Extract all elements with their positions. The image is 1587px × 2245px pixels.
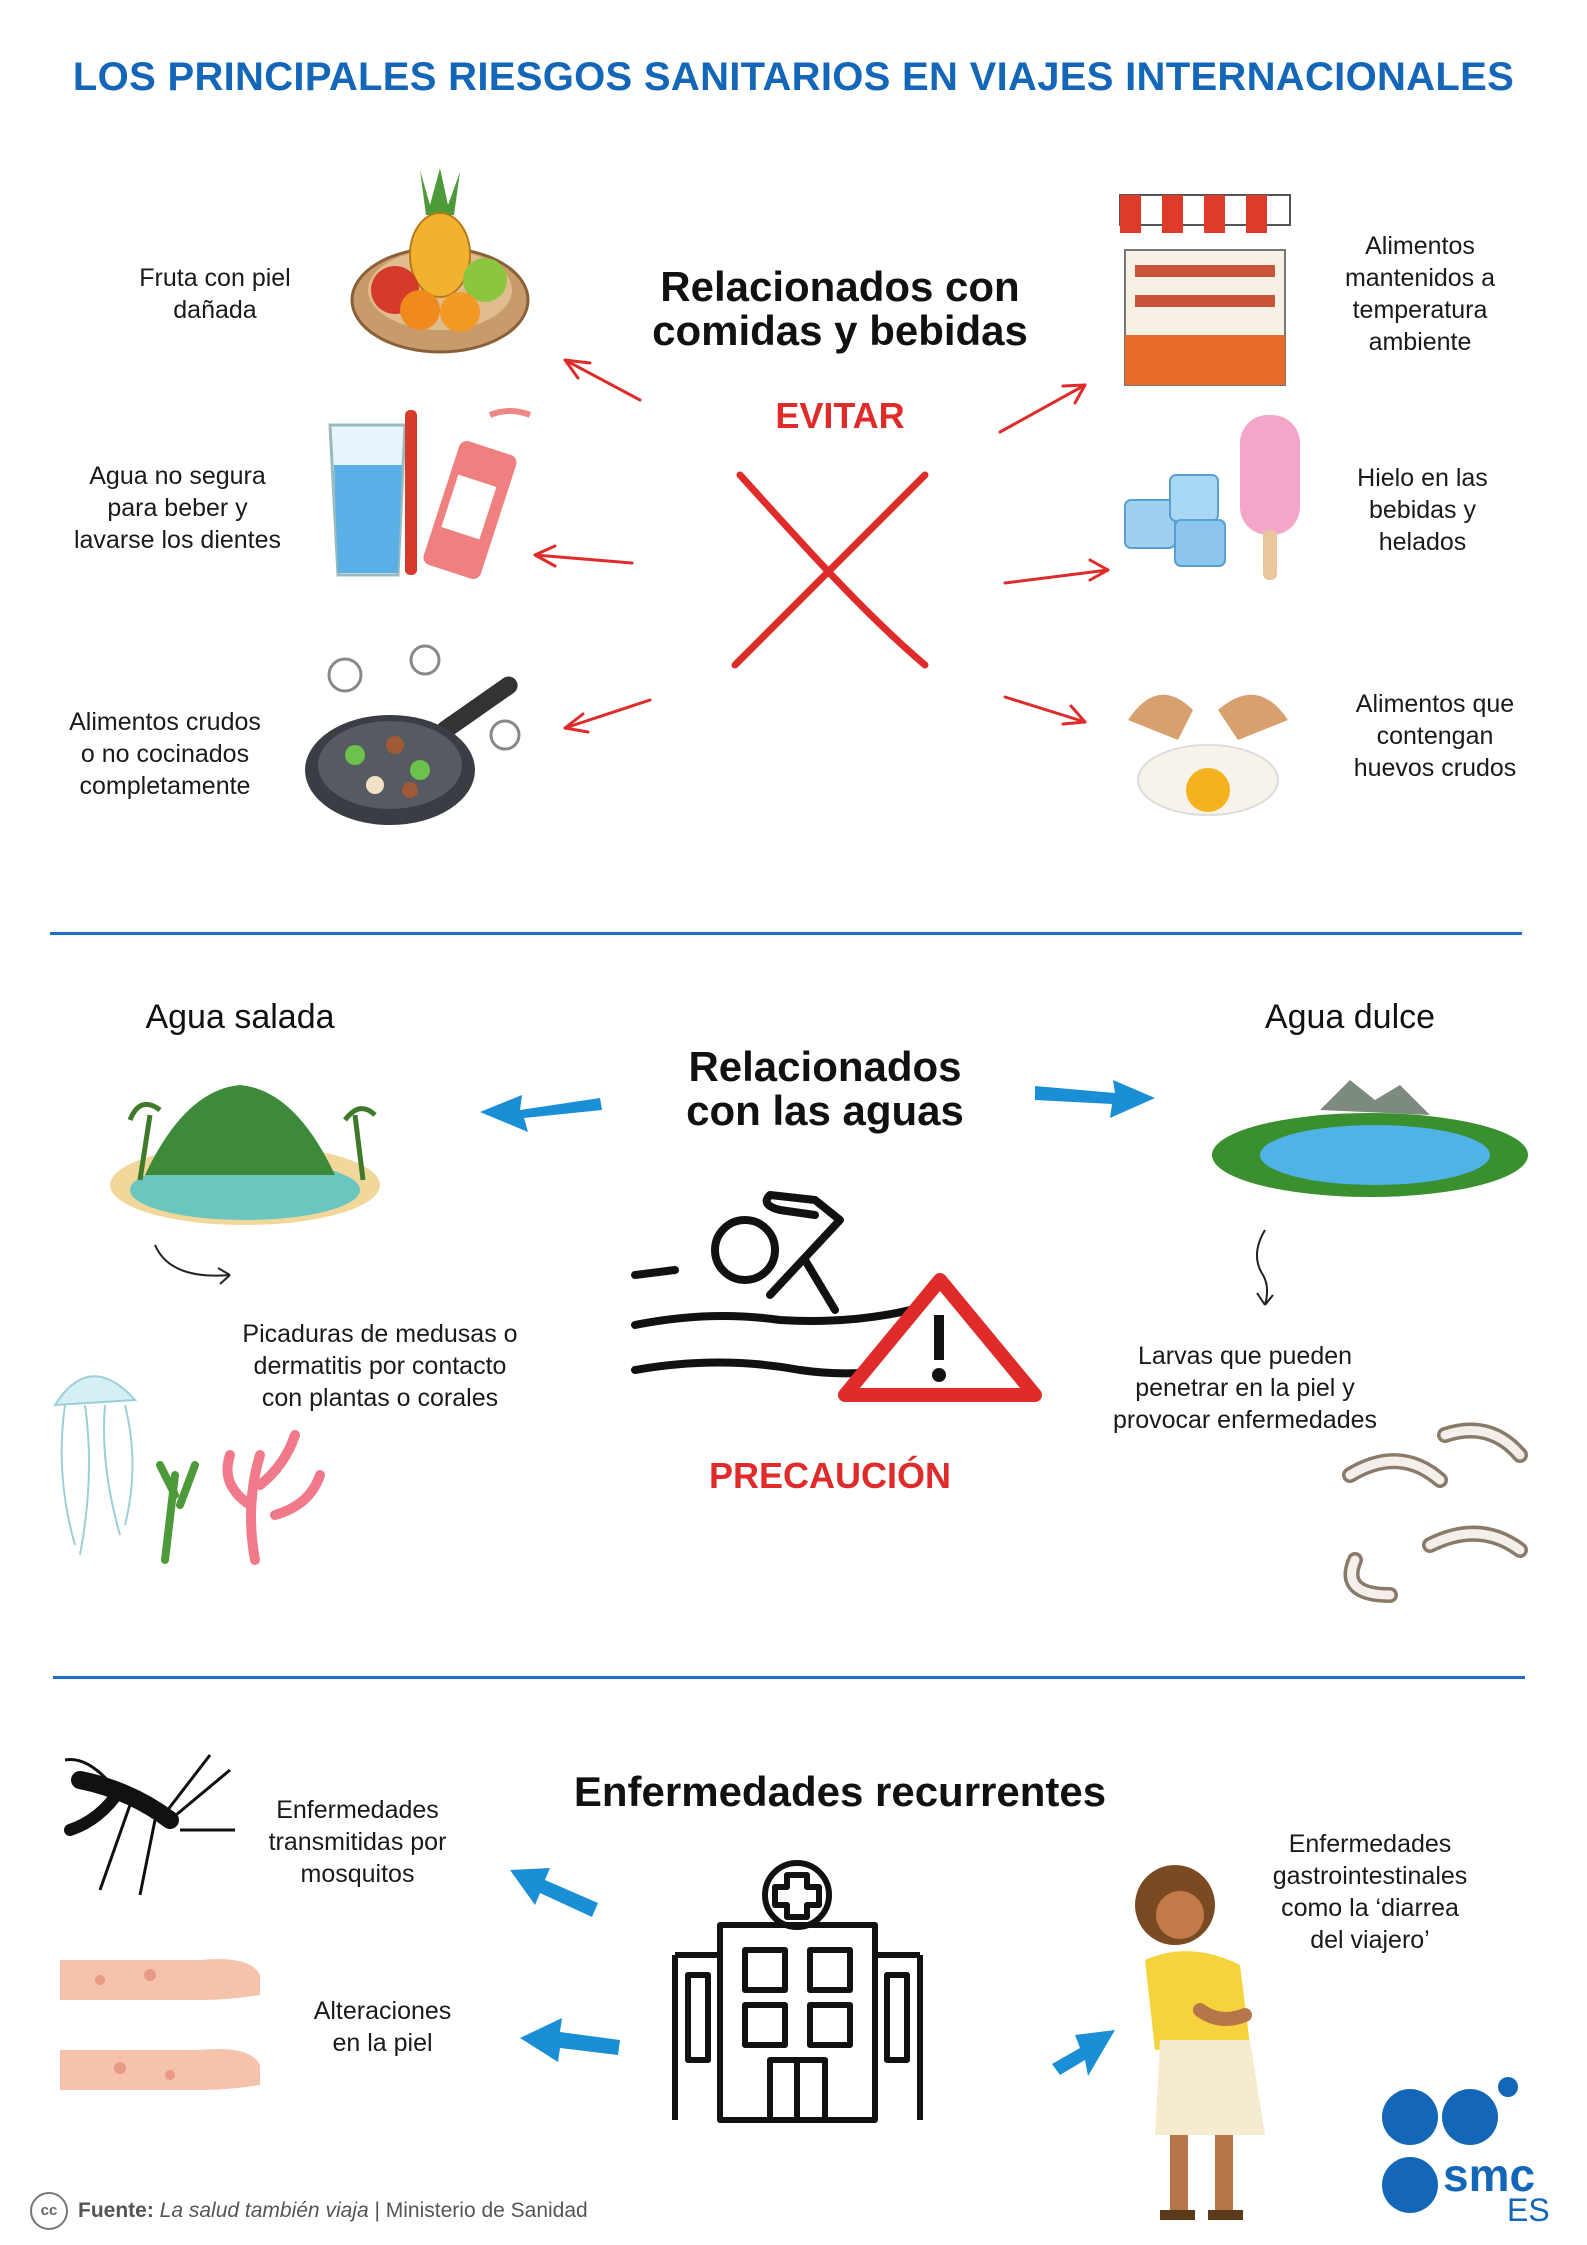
- food-heading-line2: comidas y bebidas: [652, 307, 1028, 354]
- source-title: La salud también viaja: [159, 2199, 369, 2222]
- salt-water-risks: Picaduras de medusas o dermatitis por contacto con plantas o corales: [242, 1320, 518, 1412]
- food-left-label-3: Alimentos crudos o no cocinados completamente: [69, 708, 261, 800]
- gastro-label: Enfermedades gastrointestinales como la ‘diarrea del viajero’: [1272, 1830, 1468, 1954]
- page-title: LOS PRINCIPALES RIESGOS SANITARIOS EN VIAJES INTERNACIONALES: [72, 55, 1515, 99]
- cc-license-icon: cc: [30, 2192, 68, 2230]
- source-label: Fuente:: [78, 2199, 154, 2222]
- food-left-label-2: Agua no segura para beber y lavarse los dientes: [73, 462, 282, 554]
- food-right-label-2: Hielo en las bebidas y helados: [1357, 464, 1488, 556]
- water-heading-line2: con las aguas: [686, 1087, 964, 1134]
- food-heading-line1: Relacionados con: [660, 263, 1020, 310]
- source-separator: |: [368, 2199, 386, 2222]
- disease-section-heading: Enfermedades recurrentes: [573, 1768, 1107, 1815]
- logo-subtext: ES: [1507, 2192, 1550, 2228]
- water-heading-line1: Relacionados: [688, 1043, 962, 1090]
- salt-water-title: Agua salada: [145, 998, 335, 1036]
- food-right-label-1: Alimentos mantenidos a temperatura ambiente: [1344, 232, 1496, 356]
- hospital-icon: [670, 1855, 925, 2125]
- source-footer: [78, 2199, 588, 2223]
- stomach-ache-person-icon: [1100, 1860, 1290, 2230]
- source-org: Ministerio de Sanidad: [385, 2199, 588, 2222]
- skin-label: Alteraciones en la piel: [313, 1997, 452, 2057]
- food-right-label-3: Alimentos que contengan huevos crudos: [1353, 690, 1517, 782]
- logo-text: smc: [1443, 2149, 1536, 2201]
- precaucion-label: PRECAUCIÓN: [708, 1455, 951, 1496]
- evitar-label: EVITAR: [775, 395, 905, 436]
- mosquito-label: Enfermedades transmitidas por mosquitos: [268, 1796, 447, 1888]
- fresh-water-risks: Larvas que pueden penetrar en la piel y provocar enfermedades: [1112, 1342, 1378, 1434]
- food-left-label-1: Fruta con piel dañada: [139, 264, 291, 324]
- fresh-water-title: Agua dulce: [1264, 998, 1436, 1036]
